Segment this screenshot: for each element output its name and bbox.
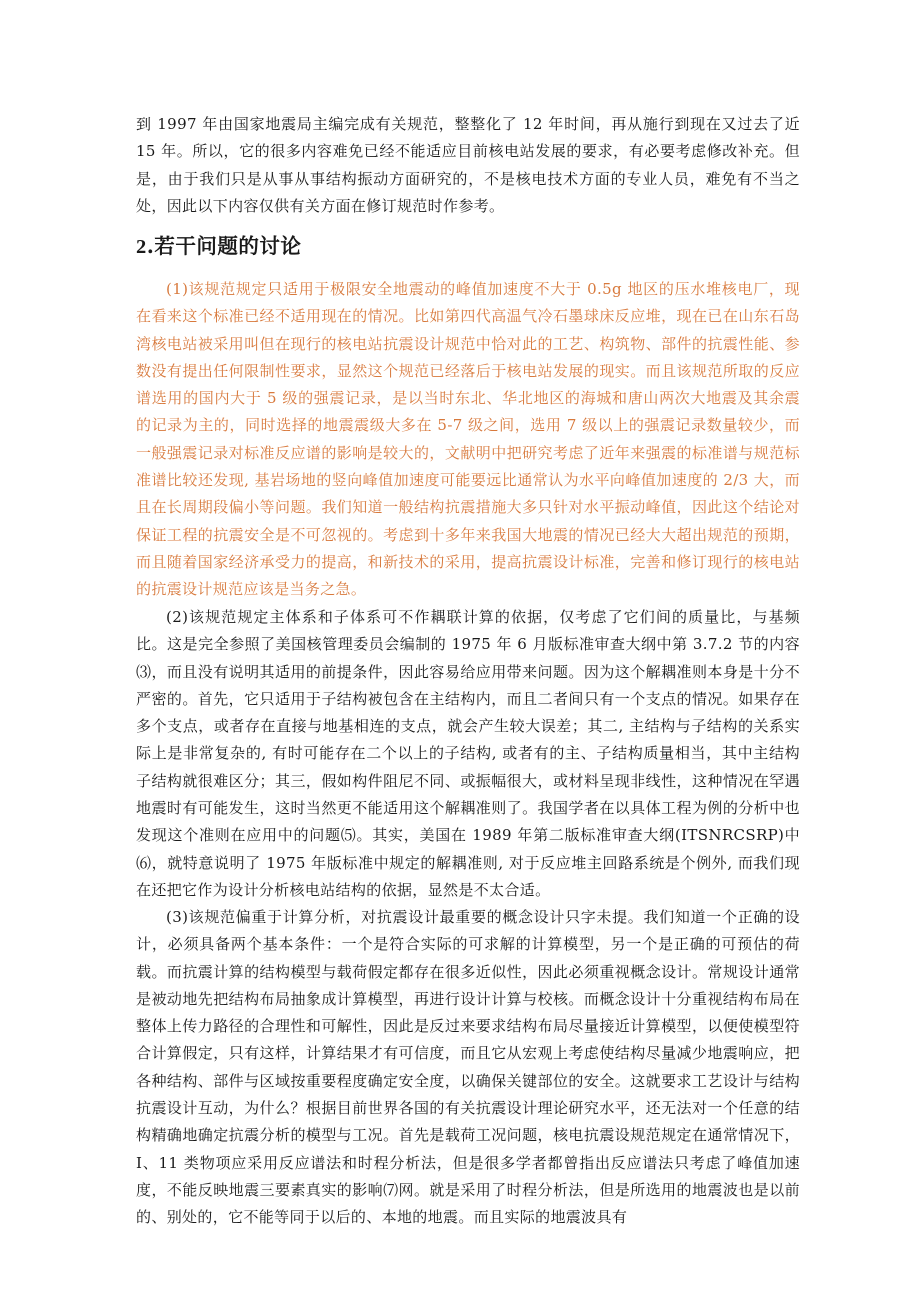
paragraph-1: (1)该规范规定只适用于极限安全地震动的峰值加速度不大于 0.5g 地区的压水堆核电厂，现在看来这个标准已经不适用现在的情况。比如第四代高温气冷石墨球床反应堆，现在已在山东石岛湾核电站被采用叫但在现行的核电站抗震设计规范中恰对此的工艺、构筑物、部件的抗震性能、参数没有提出任何限制性要求，显然这个规范已经落后于核电站发展的现实。而且该规范所取的反应谱选用的国内大于 5 级的强震记录，是以当时东北、华北地区的海城和唐山两次大地震及其余震的记录为主的，同时选择的地震震级大多在 5-7 级之间，选用 7 级以上的强震记录数量较少，而一般强震记录对标准反应谱的影响是较大的，文献明中把研究考虑了近年来强震的标准谱与规范标准谱比较还发现, 基岩场地的竖向峰值加速度可能要远比通常认为水平向峰值加速度的 2/3 大，而且在长周期段偏小等问题。我们知道一般结构抗震措施大多只针对水平振动峰值，因此这个结论对保证工程的抗震安全是不可忽视的。考虑到十多年来我国大地震的情况已经大大超出规范的预期，而且随着国家经济承受力的提高，和新技术的采用，提高抗震设计标准，完善和修订现行的核电站的抗震设计规范应该是当务之急。 [136,280,800,599]
section-heading [136,231,301,262]
paragraph-3: (3)该规范偏重于计算分析，对抗震设计最重要的概念设计只字未提。我们知道一个正确的设计，必须具备两个基本条件：一个是符合实际的可求解的计算模型，另一个是正确的可预估的荷载。而抗震计算的结构模型与载荷假定都存在很多近似性，因此必须重视概念设计。常规设计通常是被动地先把结构布局抽象成计算模型，再进行设计计算与校核。而概念设计十分重视结构布局在整体上传力路径的合理性和可解性，因此是反过来要求结构布局尽量接近计算模型，以便使模型符合计算假定，只有这样，计算结果才有可信度，而且它从宏观上考虑使结构尽量减少地震响应，把各种结构、部件与区域按重要程度确定安全度，以确保关键部位的安全。这就要求工艺设计与结构抗震设计互动，为什么？根据目前世界各国的有关抗震设计理论研究水平，还无法对一个任意的结构精确地确定抗震分析的模型与工况。首先是载荷工况问题，核电抗震设规范规定在通常情况下，I、11 类物项应采用反应谱法和时程分析法，但是很多学者都曾指出反应谱法只考虑了峰值加速度，不能反映地震三要素真实的影响⑺网。就是采用了时程分析法，但是所选用的地震波也是以前的、别处的，它不能等同于以后的、本地的地震。而且实际的地震波具有 [136,908,800,1227]
intro-paragraph: 到 1997 年由国家地震局主编完成有关规范，整整化了 12 年时间，再从施行到现在又过去了近 15 年。所以，它的很多内容难免已经不能适应目前核电站发展的要求，有必要考虑修改补充。但是，由于我们只是从事从事结构振动方面研究的，不是核电技术方面的专业人员，难免有不当之处，因此以下内容仅供有关方面在修订规范时作参考。 [136,115,800,215]
section-number: 2 [136,236,147,258]
section-title: .若干问题的讨论 [146,234,302,258]
paragraph-2: (2)该规范规定主体系和子体系可不作耦联计算的依据，仅考虑了它们间的质量比，与基频比。这是完全参照了美国核管理委员会编制的 1975 年 6 月版标准审查大纲中第 3.7.2 节的内容⑶，而且没有说明其适用的前提条件，因此容易给应用带来问题。因为这个解耦准则本身是十分不严密的。首先，它只适用于子结构被包含在主结构内，而且二者间只有一个支点的情况。如果存在多个支点，或者存在直接与地基相连的支点，就会产生较大误差；其二, 主结构与子结构的关系实际上是非常复杂的, 有时可能存在二个以上的子结构, 或者有的主、子结构质量相当，其中主结构子结构就很难区分；其三，假如构件阻尼不同、或振幅很大，或材料呈现非线性，这种情况在罕遇地震时有可能发生，这时当然更不能适用这个解耦准则了。我国学者在以具体工程为例的分析中也发现这个准则在应用中的问题⑸。其实，美国在 1989 年第二版标准审查大纲(ITSNRCSRP)中⑹，就特意说明了 1975 年版标准中规定的解耦准则, 对于反应堆主回路系统是个例外, 而我们现在还把它作为设计分析核电站结构的依据，显然是不太合适。 [136,608,800,899]
